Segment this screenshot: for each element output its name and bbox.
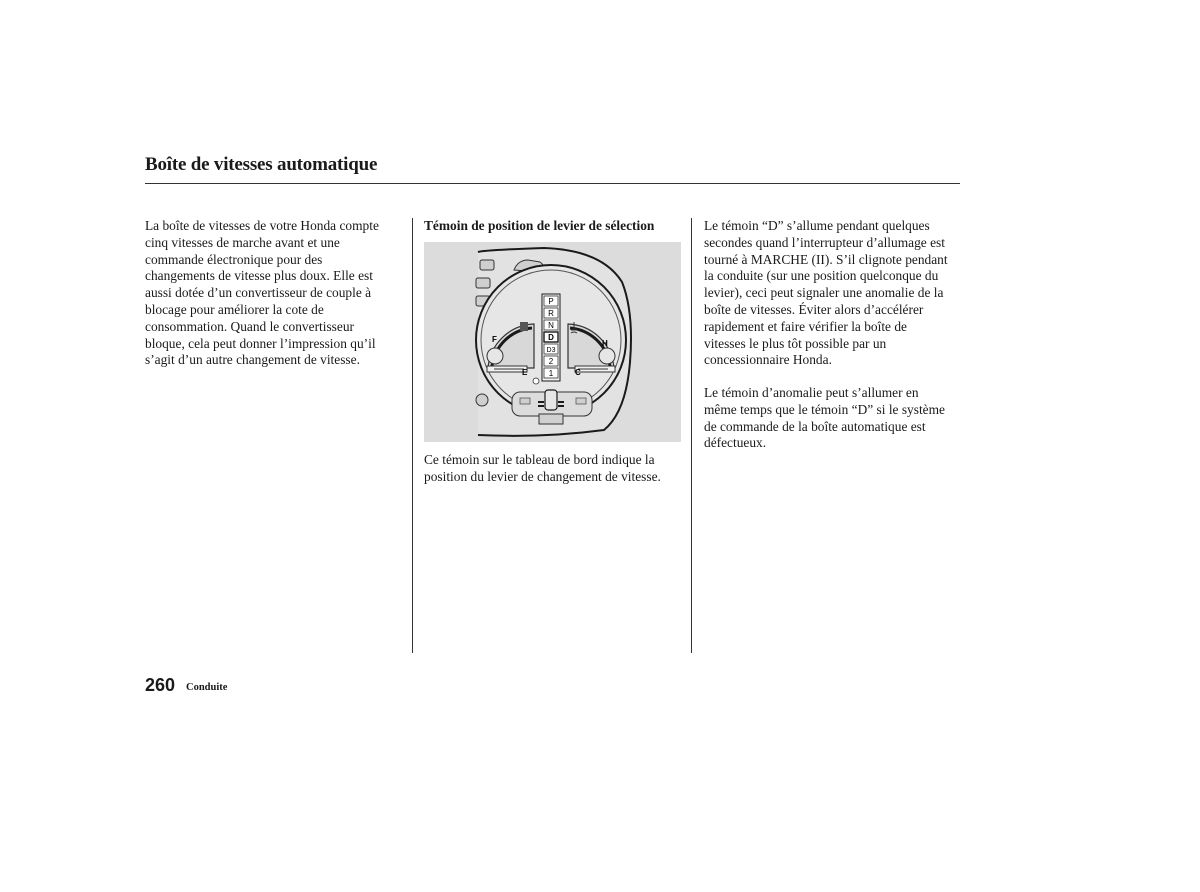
fuel-full-label: F — [492, 335, 497, 344]
text-line: aussi dotée d’un convertisseur de couple à — [145, 285, 372, 301]
malfunction-paragraph — [704, 385, 945, 452]
text-line: position du levier de changement de vitesse. — [424, 468, 661, 484]
text-line: levier), ceci peut signaler une anomalie de la — [704, 285, 944, 301]
text-line: même temps que le témoin “D” si le système — [704, 401, 945, 417]
indicator-paragraph — [704, 218, 948, 369]
text-line: bloque, cela peut donner l’impression qu’il — [145, 335, 376, 351]
gear-2-label: 2 — [548, 357, 554, 366]
instrument-cluster-illustration — [424, 242, 681, 442]
text-line: cinq vitesses de marche avant et une — [145, 234, 340, 250]
temp-cold-label: C — [575, 368, 581, 377]
text-line: commande électronique pour des — [145, 251, 323, 267]
intro-paragraph — [145, 218, 379, 369]
gear-n-label: N — [548, 321, 554, 330]
text-line: tourné à MARCHE (II). S’il clignote pendant — [704, 251, 948, 267]
gear-1-label: 1 — [548, 369, 554, 378]
gear-d3-label: D3 — [546, 347, 556, 354]
text-line: La boîte de vitesses de votre Honda compte — [145, 218, 379, 233]
title-rule — [145, 183, 960, 184]
text-line: Le témoin “D” s’allume pendant quelques — [704, 218, 930, 233]
instrument-cluster-figure — [424, 242, 681, 442]
column-divider-2 — [691, 218, 692, 653]
text-line: Ce témoin sur le tableau de bord indique la — [424, 452, 655, 467]
text-line: s’agit d’un autre changement de vitesse. — [145, 352, 360, 368]
gear-d-label: D — [548, 333, 554, 342]
text-line: boîte de vitesses. Éviter alors d’accélérer — [704, 301, 924, 317]
text-line: la conduite (sur une position quelconque du — [704, 268, 939, 284]
text-line: changements de vitesse plus doux. Elle est — [145, 268, 373, 284]
fuel-empty-label: E — [522, 368, 528, 377]
figure-heading: Témoin de position de levier de sélection — [424, 218, 655, 233]
text-line: blocage pour améliorer la cote de — [145, 301, 324, 317]
text-line: vitesses le plus tôt possible par un — [704, 335, 887, 351]
text-line: rapidement et faire vérifier la boîte de — [704, 318, 907, 334]
text-line: consommation. Quand le convertisseur — [145, 318, 354, 334]
text-line: secondes quand l’interrupteur d’allumage est — [704, 234, 945, 250]
temp-hot-label: H — [602, 339, 608, 348]
text-line: Le témoin d’anomalie peut s’allumer en — [704, 385, 919, 400]
page-number: 260 — [145, 675, 176, 695]
section-name: Conduite — [186, 682, 228, 693]
text-line: concessionnaire Honda. — [704, 352, 832, 368]
page-title: Boîte de vitesses automatique — [145, 154, 378, 175]
column-divider-1 — [412, 218, 413, 653]
gear-r-label: R — [548, 309, 554, 318]
text-line: de commande de la boîte automatique est — [704, 418, 926, 434]
gear-p-label: P — [548, 297, 554, 306]
text-line: défectueux. — [704, 435, 767, 451]
figure-caption — [424, 452, 661, 486]
